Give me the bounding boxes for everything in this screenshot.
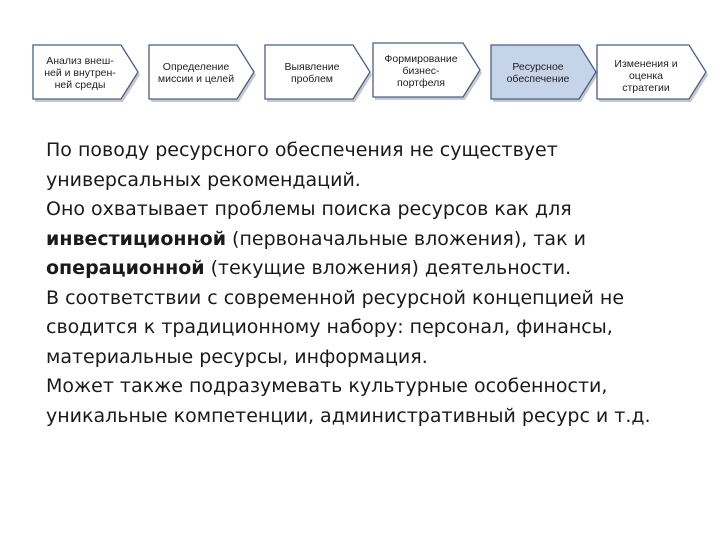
process-step-mission-goals: [148, 44, 258, 102]
process-step-label: Выявление проблем: [284, 61, 340, 85]
process-step-label: Определение миссии и целей: [157, 61, 235, 85]
process-flow: [0, 0, 720, 110]
process-step-business-portfolio: [372, 42, 484, 100]
process-step-resource-provision: [490, 44, 600, 102]
process-step-label: Изменения и оценка стратегии: [614, 58, 678, 94]
body-text: [46, 136, 696, 431]
text-span: Оно охватывает проблемы поиска ресурсов как для: [46, 198, 572, 220]
process-step-label: Анализ внеш- ней и внутрен- ней среды: [44, 55, 116, 91]
paragraph-resource-concept: В соответствии с современной ресурсной концепцией не сводится к традиционному набору: персонал, финансы, материальные ресурсы, информация.: [46, 286, 625, 368]
process-step-strategy-evaluation: [596, 44, 710, 102]
process-step-label: Ресурсное обеспечение: [506, 61, 570, 85]
paragraph-no-universal-recommendations: По поводу ресурсного обеспечения не существует универсальных рекомендаций.: [46, 139, 558, 191]
process-step-environment-analysis: [32, 44, 142, 102]
process-step-label: Формирование бизнес- портфеля: [384, 53, 458, 89]
paragraph-investment-operational: [46, 195, 696, 284]
emphasis-operational: операционной: [46, 257, 205, 279]
process-step-problem-identification: [264, 44, 374, 102]
text-span: (первоначальные вложения), так и: [226, 227, 586, 250]
paragraph-additional-resources: Может также подразумевать культурные особенности, уникальные компетенции, административный ресурс и т.д.: [46, 375, 651, 427]
text-span: (текущие вложения) деятельности.: [204, 257, 572, 279]
emphasis-investment: инвестиционной: [46, 227, 227, 250]
